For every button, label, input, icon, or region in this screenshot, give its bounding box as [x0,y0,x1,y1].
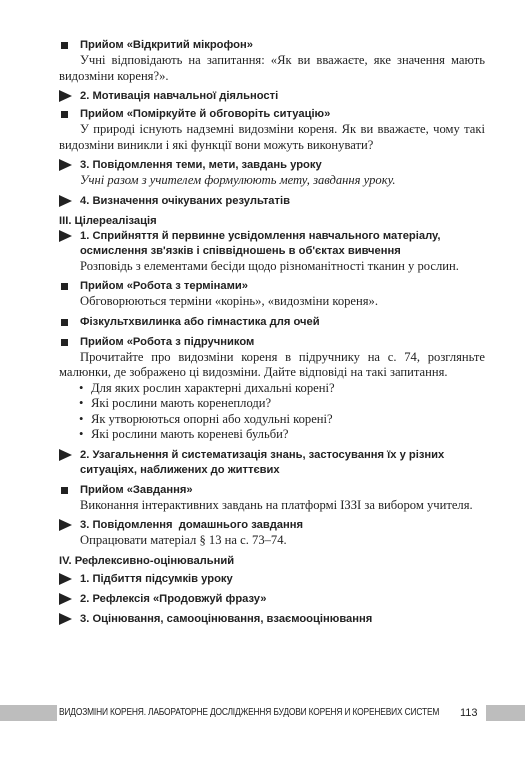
arrow-bullet-icon [59,573,72,585]
step-heading [59,592,485,607]
arrow-bullet-icon [59,90,72,102]
heading-label: 1. Сприйняття й первинне усвідомлення навчального матеріалу, осмислення зв'язків і співвідношень в об'єктах вивчення [80,229,441,257]
square-bullet-icon [61,319,68,326]
paragraph: Учні відповідають на запитання: «Як ви вважаєте, яке значення мають видозміни кореня?». [59,53,485,83]
list-item: • Для яких рослин характерні дихальні корені? [79,381,485,397]
arrow-bullet-icon [59,593,72,605]
step-heading [59,158,485,173]
technique-heading [59,315,485,330]
heading-label: 4. Визначення очікуваних результатів [80,194,290,207]
step-heading [59,89,485,104]
step-heading [59,194,485,209]
heading-label: Прийом «Поміркуйте й обговоріть ситуацію» [80,108,331,120]
paragraph: Обговорюються терміни «корінь», «видозміни кореня». [80,294,378,308]
square-bullet-icon [61,487,68,494]
step-heading [59,448,485,478]
arrow-bullet-icon [59,613,72,625]
technique-heading [59,107,485,122]
page-footer [0,705,525,721]
technique-heading [59,279,485,294]
footer-bar-left [0,705,57,721]
heading-label: Прийом «Робота з підручником [80,335,255,348]
step-heading [59,518,485,533]
paragraph: У природі існують надземні видозміни кореня. Як ви вважаєте, чому такі видозміни виникли і які функції вони можуть виконувати? [59,122,485,152]
paragraph: Прочитайте про видозміни кореня в підручнику на с. 74, розгляньте малюнки, де зображено ці видозміни. Дайте відповіді на такі запитання. [59,349,485,379]
paragraph: Розповідь з елементами бесіди щодо різноманітності тканин у рослин. [80,258,459,273]
step-heading [59,229,485,259]
heading-label: 2. Мотивація навчальної діяльності [80,90,279,102]
list-item: • Як утворюються опорні або ходульні корені? [79,412,485,428]
list-item: • Які рослини мають кореневі бульби? [79,427,485,443]
technique-heading [59,483,485,498]
arrow-bullet-icon [59,230,72,242]
paragraph: Виконання інтерактивних завдань на платформі ІЗЗІ за вибором учителя. [80,497,473,512]
step-heading [59,612,485,627]
footer-bar-right [486,705,525,721]
paragraph-italic: Учні разом з учителем формулюють мету, завдання уроку. [80,173,396,187]
heading-label: 3. Оцінювання, самооцінювання, взаємооцінювання [80,612,373,625]
heading-label: Прийом «Завдання» [80,483,193,496]
list-item: • Які рослини мають коренеплоди? [79,396,485,412]
heading-label: 2. Узагальнення й систематизація знань, застосування їх у різних ситуаціях, наближених до життєвих [80,448,445,476]
square-bullet-icon [61,111,68,118]
square-bullet-icon [61,42,68,49]
square-bullet-icon [61,339,68,346]
page-content [59,38,485,627]
page-number: 113 [460,707,478,719]
step-heading [59,572,485,587]
heading-label: 3. Повідомлення домашнього завдання [80,519,304,531]
arrow-bullet-icon [59,519,72,531]
heading-label: Прийом «Робота з термінами» [80,280,249,292]
paragraph: Опрацювати матеріал § 13 на с. 73–74. [80,533,287,547]
section-heading: ІІІ. Цілереалізація [59,214,157,227]
technique-heading [59,38,485,53]
arrow-bullet-icon [59,449,72,461]
heading-label: 1. Підбиття підсумків уроку [80,572,233,585]
technique-heading [59,335,485,350]
heading-label: Прийом «Відкритий мікрофон» [80,39,253,51]
square-bullet-icon [61,283,68,290]
arrow-bullet-icon [59,159,72,171]
question-list [59,381,485,443]
heading-label: Фізкультхвилинка або гімнастика для очей [80,315,320,328]
heading-label: 2. Рефлексія «Продовжуй фразу» [80,592,267,605]
section-heading: IV. Рефлексивно-оцінювальний [59,554,235,567]
arrow-bullet-icon [59,195,72,207]
heading-label: 3. Повідомлення теми, мети, завдань уроку [80,159,322,171]
running-title: ВИДОЗМІНИ КОРЕНЯ. ЛАБОРАТОРНЕ ДОСЛІДЖЕННЯ БУДОВИ КОРЕНЯ И КОРЕНЕВИХ СИСТЕМ [59,707,440,718]
